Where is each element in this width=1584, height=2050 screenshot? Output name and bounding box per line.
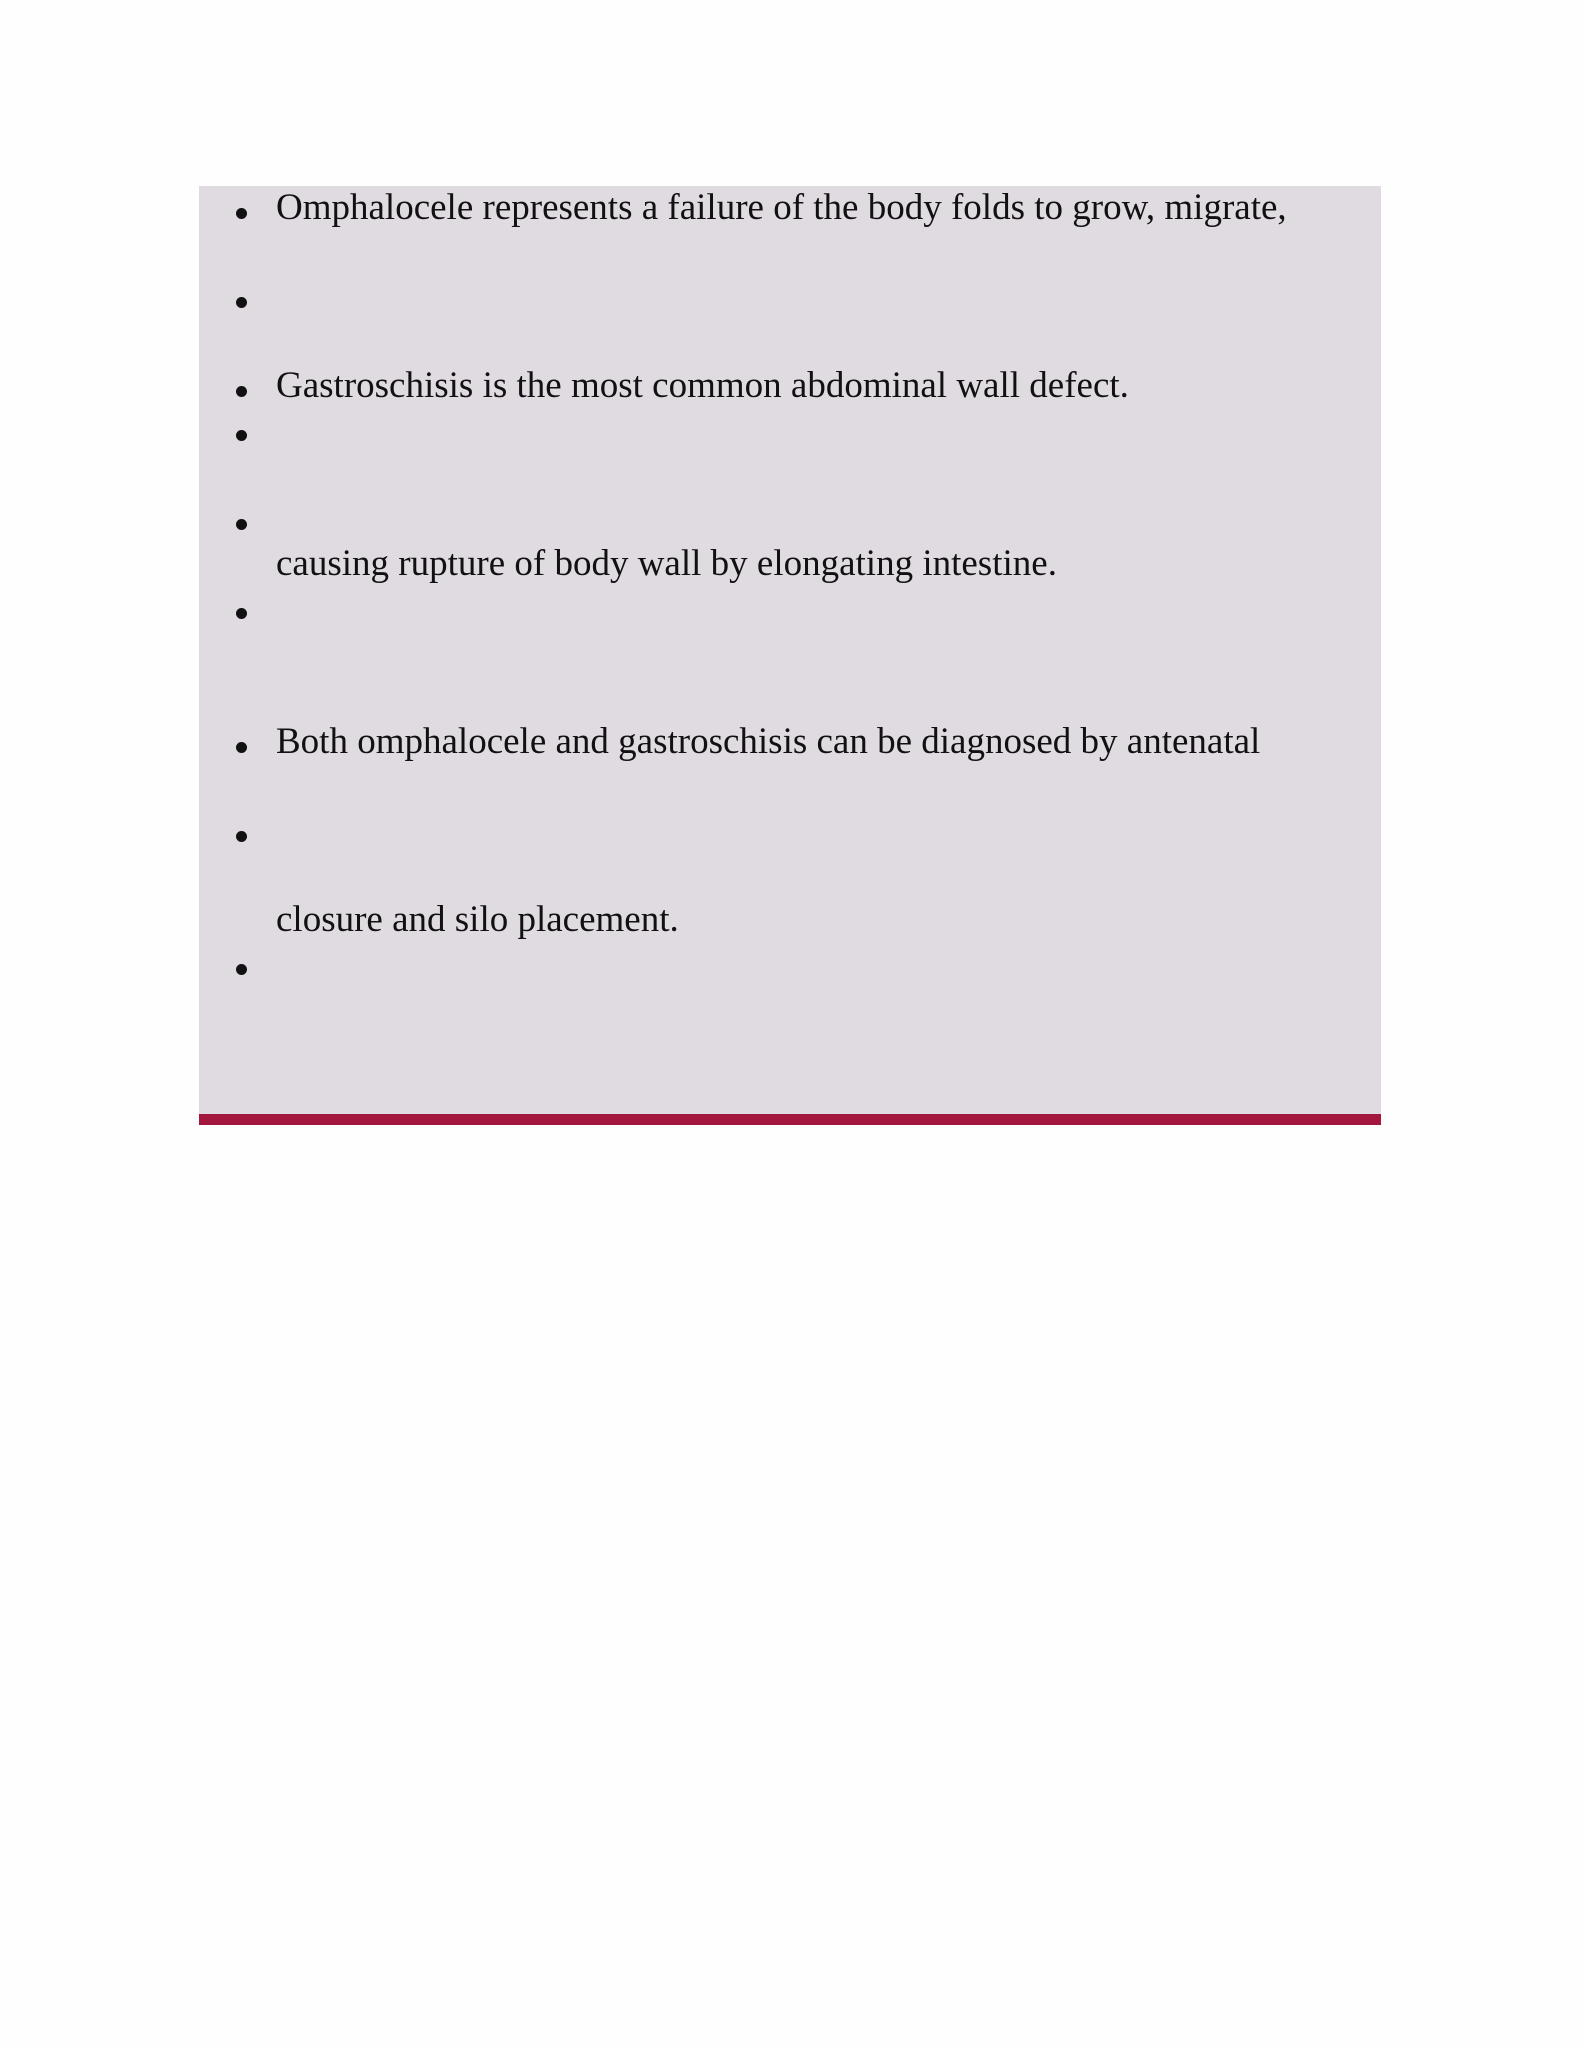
bullet-item (199, 720, 1381, 780)
bullet-icon (236, 742, 247, 753)
bullet-item (199, 408, 1381, 468)
bullet-item (199, 809, 1381, 869)
bullet-text: Both omphalocele and gastroschisis can be diagnosed by antenatal (276, 721, 1261, 762)
bullet-icon (236, 831, 247, 842)
bullet-icon (236, 964, 247, 975)
bullet-item (199, 942, 1381, 1002)
callout-box (199, 186, 1381, 1114)
continuation-text: closure and silo placement. (276, 899, 679, 940)
bullet-icon (236, 386, 247, 397)
bullet-item (199, 186, 1381, 246)
bullet-icon (236, 608, 247, 619)
bullet-icon (236, 519, 247, 530)
bullet-icon (236, 208, 247, 219)
bullet-icon (236, 297, 247, 308)
bullet-item (199, 275, 1381, 335)
bullet-text: Gastroschisis is the most common abdominal wall defect. (276, 365, 1129, 406)
continuation-text: causing rupture of body wall by elongating intestine. (276, 543, 1057, 584)
bullet-text: Omphalocele represents a failure of the body folds to grow, migrate, (276, 187, 1287, 228)
bullet-icon (236, 430, 247, 441)
callout-accent-bar (199, 1114, 1381, 1125)
bullet-item (199, 586, 1381, 646)
